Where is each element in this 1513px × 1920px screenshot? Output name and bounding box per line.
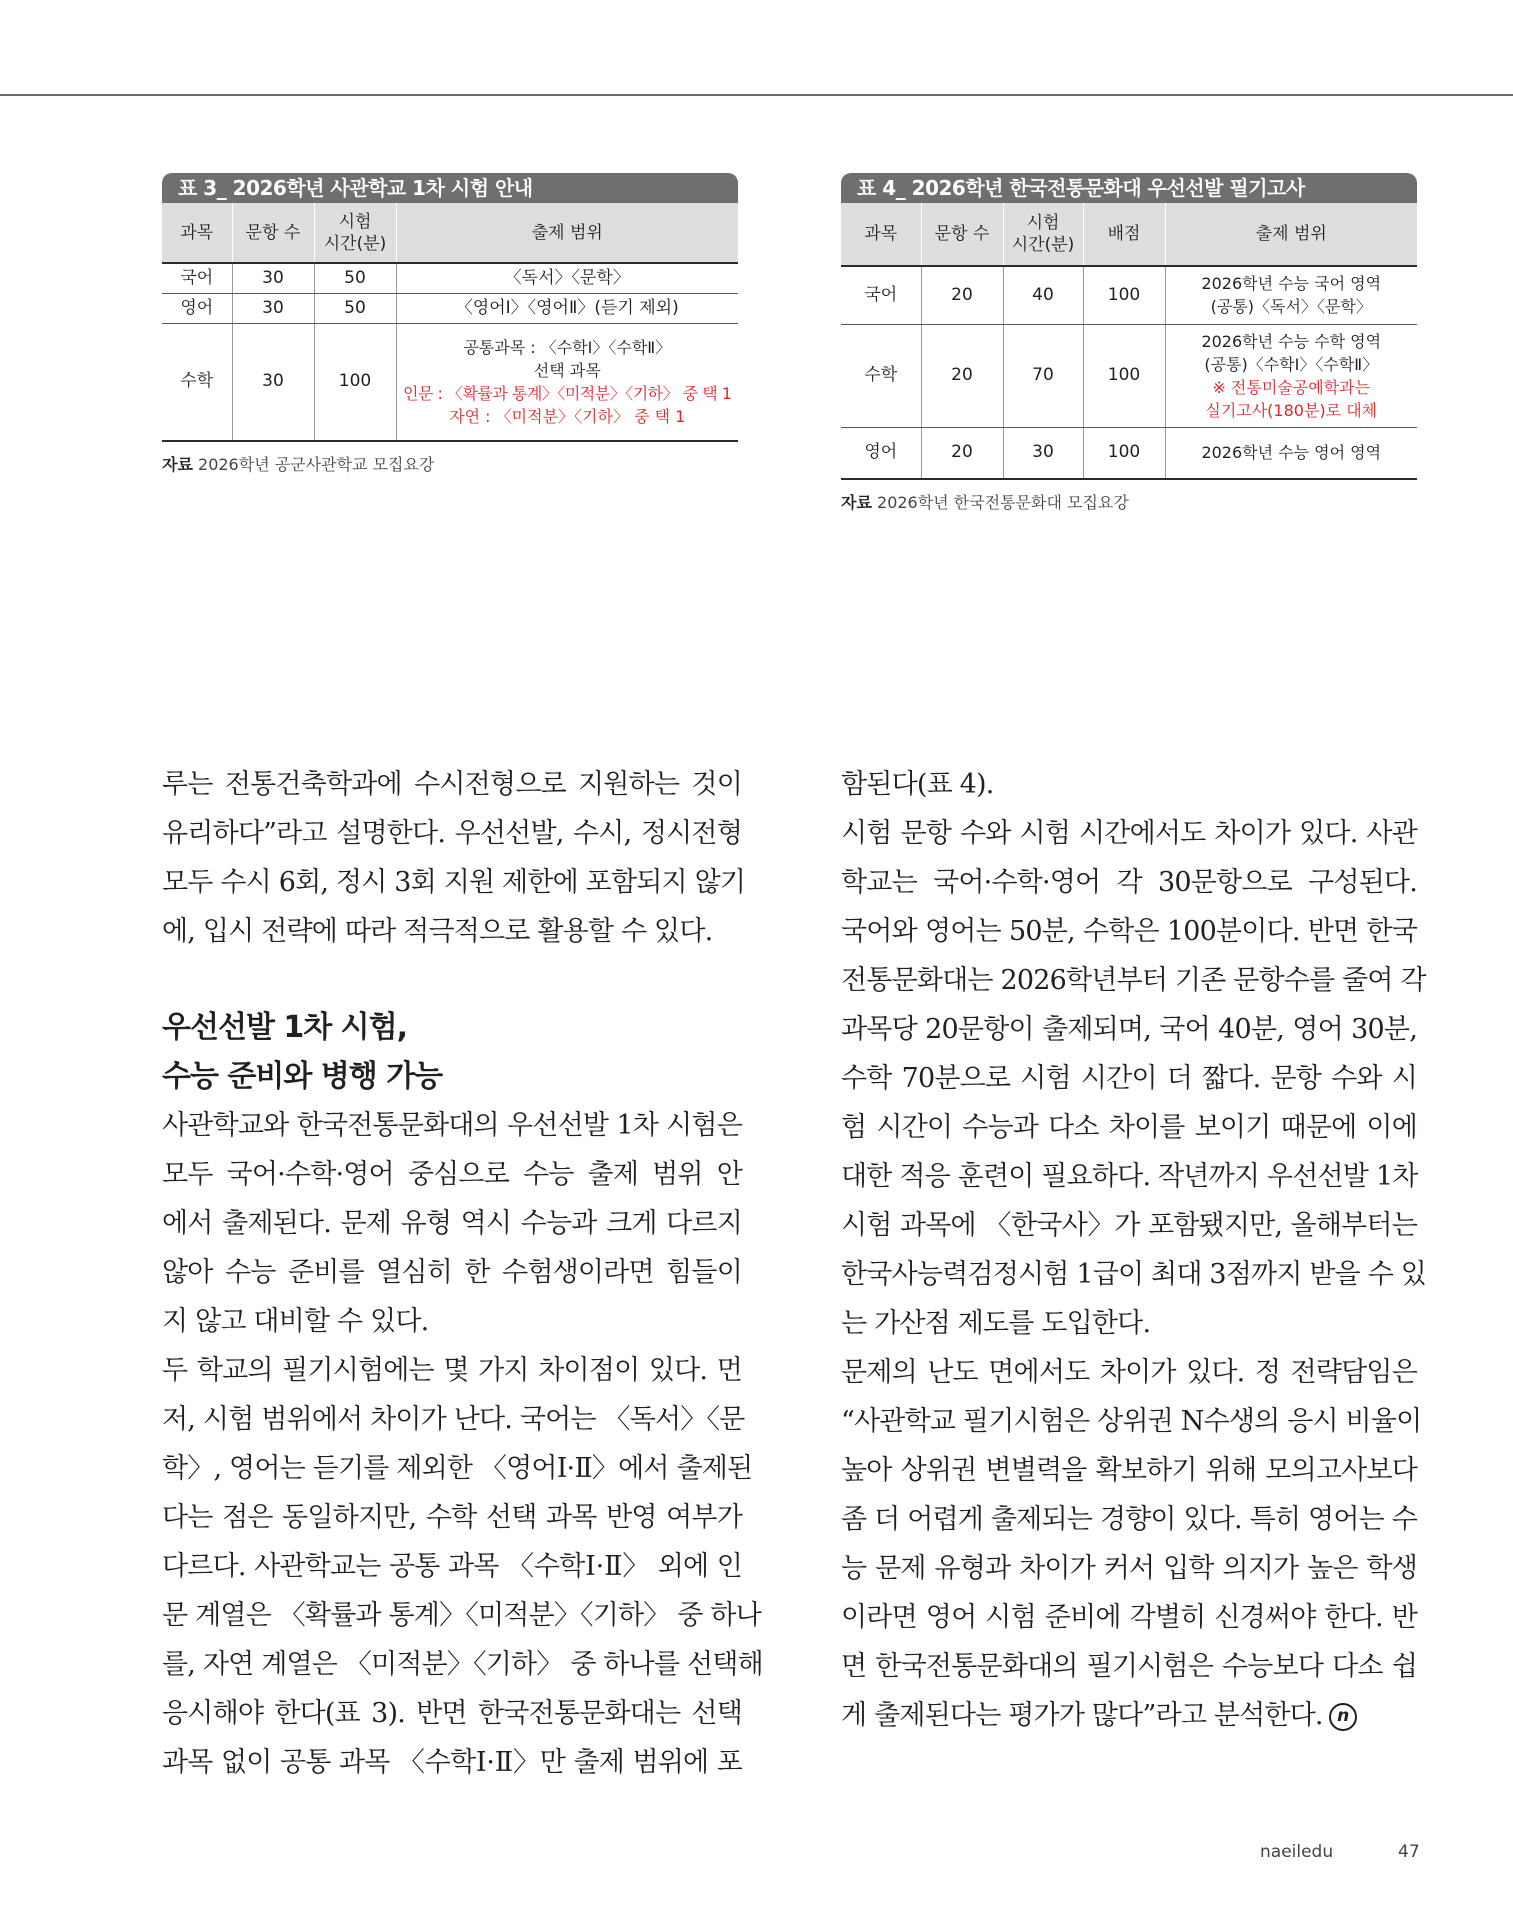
- text-line: 과목당 20문항이 출제되며, 국어 40분, 영어 30분,: [841, 1014, 1417, 1045]
- end-mark-icon: n: [1329, 1703, 1357, 1731]
- table-3-header-subject: 과목: [162, 203, 232, 263]
- text-line: 험 시간이 수능과 다소 차이를 보이기 때문에 이에: [841, 1112, 1417, 1143]
- text-line: 에, 입시 전략에 따라 적극적으로 활용할 수 있다.: [162, 916, 713, 947]
- table-4-title: 표 4_ 2026학년 한국전통문화대 우선선발 필기고사: [841, 173, 1417, 203]
- text-line: 높아 상위권 변별력을 확보하기 위해 모의고사보다: [841, 1455, 1417, 1486]
- text-line: 다르다. 사관학교는 공통 과목 〈수학Ⅰ·Ⅱ〉 외에 인: [162, 1551, 742, 1582]
- table-row: 영어 20 30 100 2026학년 수능 영어 영역: [841, 427, 1417, 479]
- text-line: 국어와 영어는 50분, 수학은 100분이다. 반면 한국: [841, 916, 1417, 947]
- table-4-grid: [841, 203, 1417, 480]
- table-4-header-score: 배점: [1083, 203, 1165, 266]
- page-number: 47: [1398, 1842, 1420, 1862]
- table-4-header-time: 시험 시간(분): [1003, 203, 1083, 266]
- table-4-header-subject: 과목: [841, 203, 921, 266]
- text-line: 전통문화대는 2026학년부터 기존 문항수를 줄여 각: [841, 965, 1426, 996]
- text-line: 응시해야 한다(표 3). 반면 한국전통문화대는 선택: [162, 1698, 742, 1729]
- table-3-header-time: 시험 시간(분): [314, 203, 396, 263]
- table-3-header-scope: 출제 범위: [396, 203, 738, 263]
- math-scope-cell: 공통과목 : 〈수학Ⅰ〉〈수학Ⅱ〉 선택 과목 인문 : 〈확률과 통계〉〈미적분〉〈기하〉 중 택 1 자연 : 〈미적분〉〈기하〉 중 택 1: [396, 323, 738, 441]
- paragraph-intro: [162, 760, 746, 956]
- table-4-source: 자료 2026학년 한국전통문화대 모집요강: [841, 493, 1129, 512]
- text-line: 한국사능력검정시험 1급이 최대 3점까지 받을 수 있: [841, 1259, 1427, 1290]
- section-heading-line-2: 수능 준비와 병행 가능: [162, 1059, 443, 1094]
- section-heading-line-1: 우선선발 1차 시험,: [162, 1010, 408, 1045]
- text-line: 는 가산점 제도를 도입한다.: [841, 1308, 1151, 1339]
- text-line: 함된다(표 4).: [841, 769, 994, 800]
- text-line: 시험 과목에 〈한국사〉가 포함됐지만, 올해부터는: [841, 1210, 1417, 1241]
- table-row: 국어 20 40 100 2026학년 수능 국어 영역 (공통)〈독서〉〈문학〉: [841, 266, 1417, 324]
- table-4-header-count: 문항 수: [921, 203, 1003, 266]
- text-line: 에서 출제된다. 문제 유형 역시 수능과 크게 다르지: [162, 1208, 742, 1239]
- text-line: 학교는 국어·수학·영어 각 30문항으로 구성된다.: [841, 867, 1417, 898]
- text-line: 문 계열은 〈확률과 통계〉〈미적분〉〈기하〉 중 하나: [162, 1600, 761, 1631]
- text-line: 시험 문항 수와 시험 시간에서도 차이가 있다. 사관: [841, 818, 1417, 849]
- text-line: 지 않고 대비할 수 있다.: [162, 1306, 429, 1337]
- table-4-header-scope: 출제 범위: [1165, 203, 1417, 266]
- table-4: [841, 173, 1417, 513]
- table-3-grid: [162, 203, 738, 442]
- text-line: 저, 시험 범위에서 차이가 난다. 국어는 〈독서〉〈문: [162, 1404, 745, 1435]
- text-line: 대한 적응 훈련이 필요하다. 작년까지 우선선발 1차: [841, 1161, 1418, 1192]
- text-line: 면 한국전통문화대의 필기시험은 수능보다 다소 쉽: [841, 1651, 1417, 1682]
- text-line: 좀 더 어렵게 출제되는 경향이 있다. 특히 영어는 수: [841, 1504, 1417, 1535]
- footer-brand: naeiledu: [1260, 1842, 1334, 1862]
- text-line: 루는 전통건축학과에 수시전형으로 지원하는 것이: [162, 769, 742, 800]
- top-rule: [0, 94, 1513, 96]
- text-line: “사관학교 필기시험은 상위권 N수생의 응시 비율이: [841, 1406, 1422, 1437]
- text-line: 문제의 난도 면에서도 차이가 있다. 정 전략담임은: [841, 1357, 1417, 1388]
- text-line: 게 출제된다는 평가가 많다”라고 분석한다. n: [841, 1691, 1417, 1740]
- text-line: 과목 없이 공통 과목 〈수학Ⅰ·Ⅱ〉만 출제 범위에 포: [162, 1747, 742, 1778]
- paragraph-body-left: [162, 1101, 763, 1787]
- text-line: 능 문제 유형과 차이가 커서 입학 의지가 높은 학생: [841, 1553, 1417, 1584]
- text-line: 모두 국어·수학·영어 중심으로 수능 출제 범위 안: [162, 1159, 742, 1190]
- table-3-source: 자료 2026학년 공군사관학교 모집요강: [162, 455, 435, 474]
- text-line: 유리하다”라고 설명한다. 우선선발, 수시, 정시전형: [162, 818, 742, 849]
- text-line: 사관학교와 한국전통문화대의 우선선발 1차 시험은: [162, 1110, 742, 1141]
- paragraph-body-right: [841, 760, 1427, 1740]
- text-line: 다는 점은 동일하지만, 수학 선택 과목 반영 여부가: [162, 1502, 742, 1533]
- text-line: 학〉, 영어는 듣기를 제외한 〈영어Ⅰ·Ⅱ〉에서 출제된: [162, 1453, 753, 1484]
- text-line: 모두 수시 6회, 정시 3회 지원 제한에 포함되지 않기: [162, 867, 746, 898]
- table-3-header-count: 문항 수: [232, 203, 314, 263]
- table-row: 수학 20 70 100 2026학년 수능 수학 영역 (공통)〈수학Ⅰ〉〈수학Ⅱ〉 ※ 전통미술공예학과는 실기고사(180분)로 대체: [841, 324, 1417, 427]
- table-3-title: 표 3_ 2026학년 사관학교 1차 시험 안내: [162, 173, 738, 203]
- text-line: 않아 수능 준비를 열심히 한 수험생이라면 힘들이: [162, 1257, 742, 1288]
- table-row: 수학 30 100 공통과목 : 〈수학Ⅰ〉〈수학Ⅱ〉 선택 과목 인문 : 〈확률과 통계〉〈미적분〉〈기하〉 중 택 1 자연 : 〈미적분〉〈기하〉 중 택 1: [162, 323, 738, 441]
- article-left-column: [162, 760, 763, 1787]
- text-line: 수학 70분으로 시험 시간이 더 짧다. 문항 수와 시: [841, 1063, 1417, 1094]
- text-line: 를, 자연 계열은 〈미적분〉〈기하〉 중 하나를 선택해: [162, 1649, 763, 1680]
- table-row: 영어 30 50 〈영어Ⅰ〉〈영어Ⅱ〉(듣기 제외): [162, 293, 738, 323]
- table-row: 국어 30 50 〈독서〉〈문학〉: [162, 263, 738, 293]
- text-line: 이라면 영어 시험 준비에 각별히 신경써야 한다. 반: [841, 1602, 1417, 1633]
- table-3: [162, 173, 738, 475]
- text-line: 두 학교의 필기시험에는 몇 가지 차이점이 있다. 먼: [162, 1355, 742, 1386]
- article-right-column: [841, 760, 1427, 1740]
